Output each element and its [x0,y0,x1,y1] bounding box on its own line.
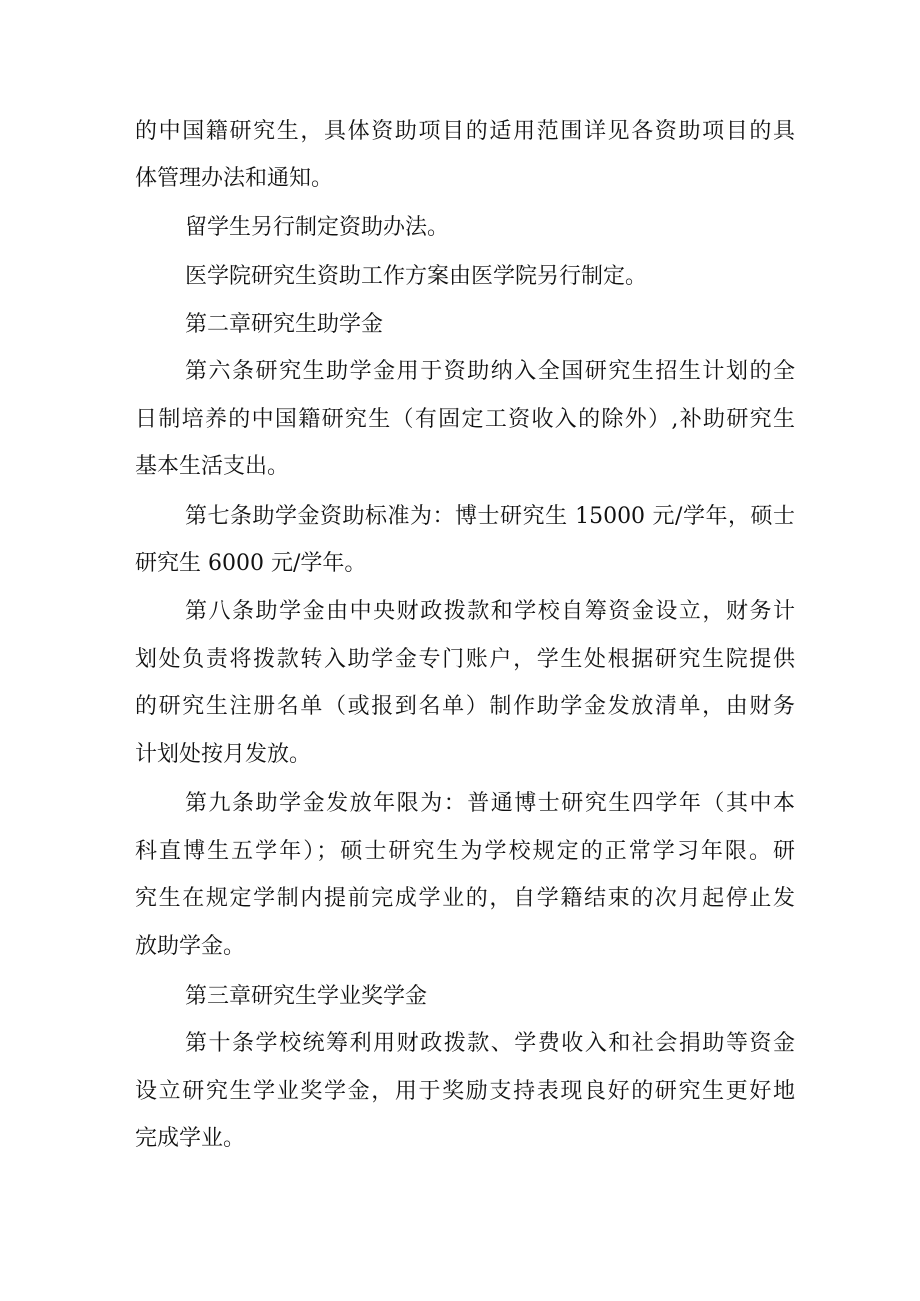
text-line: 划处负责将拨款转入助学金专门账户，学生处根据研究生院提供 [135,647,795,672]
text-line: 的中国籍研究生，具体资助项目的适用范围详见各资助项目的具 [135,119,795,144]
chapter-heading: 第二章研究生助学金 [185,312,384,337]
text-line: 第六条研究生助学金用于资助纳入全国研究生招生计划的全 [185,359,795,384]
text-line: 第七条助学金资助标准为：博士研究生 15000 元/学年，硕士 [185,504,795,529]
text-line: 完成学业。 [135,1126,246,1151]
text-line: 设立研究生学业奖学金，用于奖励支持表现良好的研究生更好地 [135,1079,795,1104]
text-line: 留学生另行制定资助办法。 [185,215,450,240]
text-line: 日制培养的中国籍研究生（有固定工资收入的除外）,补助研究生 [135,407,795,432]
text-line: 科直博生五学年）；硕士研究生为学校规定的正常学习年限。研 [135,839,795,864]
text-line: 医学院研究生资助工作方案由医学院另行制定。 [185,264,648,289]
text-line: 第八条助学金由中央财政拨款和学校自筹资金设立，财务计 [185,599,795,624]
text-line: 研究生 6000 元/学年。 [135,551,367,576]
text-line: 放助学金。 [135,934,246,959]
text-line: 计划处按月发放。 [135,742,312,767]
text-line: 究生在规定学制内提前完成学业的，自学籍结束的次月起停止发 [135,886,795,911]
text-line: 体管理办法和通知。 [135,166,334,191]
text-line: 第十条学校统筹利用财政拨款、学费收入和社会捐助等资金 [185,1031,795,1056]
text-line: 的研究生注册名单（或报到名单）制作助学金发放清单，由财务 [135,694,795,719]
text-line: 第九条助学金发放年限为：普通博士研究生四学年（其中本 [185,791,795,816]
chapter-heading: 第三章研究生学业奖学金 [185,984,428,1009]
text-line: 基本生活支出。 [135,454,290,479]
